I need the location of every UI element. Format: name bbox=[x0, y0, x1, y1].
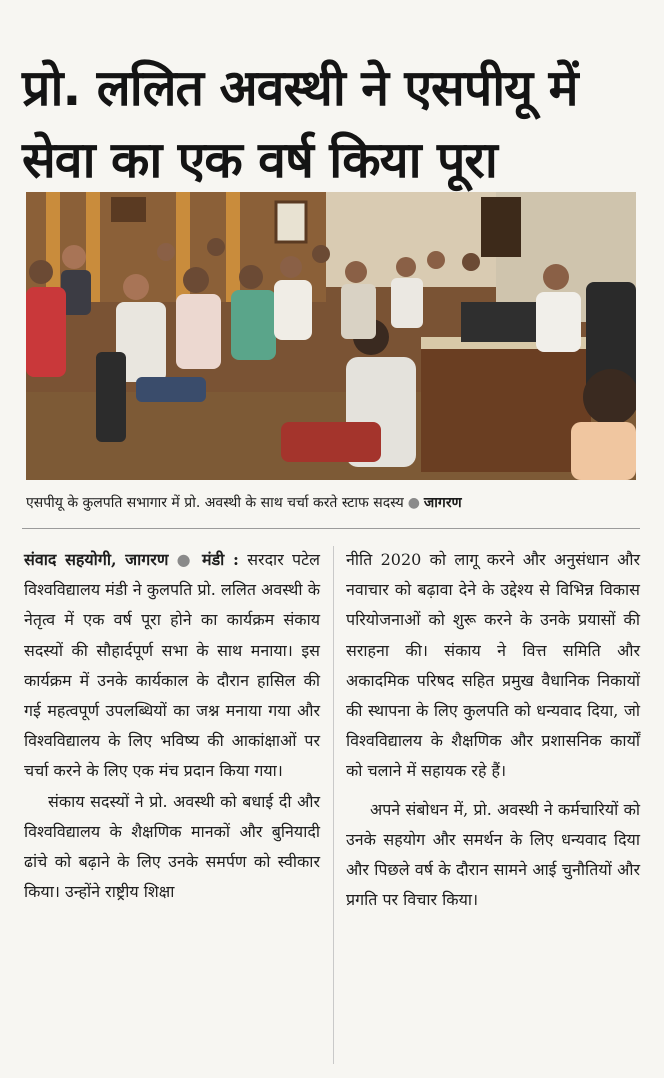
byline: संवाद सहयोगी, जागरण bbox=[24, 550, 169, 569]
article-column-left bbox=[24, 545, 320, 907]
meeting-photo-icon bbox=[26, 192, 636, 480]
meeting-photo bbox=[26, 192, 636, 480]
paragraph-2-continued: नीति 2020 को लागू करने और अनुसंधान और नवाचार को बढ़ावा देने के उद्देश्य से विभिन्न विकास परियोजनाओं को शुरू करने के उनके प्रयासों की सराहना की। संकाय ने वित्त समिति और अकादमिक परिषद सहित प्रमुख वैधानिक निकायों की स्थापना के लिए कुलपति को धन्यवाद दिया, जो विश्वविद्यालय के शैक्षणिक और प्रशासनिक कार्यों को चलाने में सहायक रहे हैं। bbox=[346, 550, 640, 781]
caption-text: एसपीयू के कुलपति सभागार में प्रो. अवस्थी के साथ चर्चा करते स्टाफ सदस्य bbox=[26, 495, 404, 511]
caption-separator: ● bbox=[407, 495, 420, 511]
paragraph-3: अपने संबोधन में, प्रो. अवस्थी ने कर्मचारियों को उनके सहयोग और समर्थन के लिए धन्यवाद दिया और पिछले वर्ष के दौरान सामने आई चुनौतियों और प्रगति पर विचार किया। bbox=[346, 799, 640, 910]
headline: प्रो. ललित अवस्थी ने एसपीयू में सेवा का एक वर्ष किया पूरा bbox=[22, 58, 578, 189]
column-divider bbox=[333, 546, 334, 1064]
dateline: मंडी : bbox=[202, 550, 239, 569]
article-column-right bbox=[346, 545, 640, 915]
caption-rule bbox=[22, 528, 640, 529]
caption-source: जागरण bbox=[423, 495, 462, 511]
paragraph-1 bbox=[24, 545, 320, 787]
paragraph-1-body: सरदार पटेल विश्वविद्यालय मंडी ने कुलपति प्रो. ललित अवस्थी के नेतृत्व में एक वर्ष पूरा होने का कार्यक्रम संकाय सदस्यों की सौहार्दपूर्ण सभा के साथ मनाया। इस कार्यक्रम में उनके कार्यकाल के दौरान हासिल की गई महत्वपूर्ण उपलब्धियों का जश्न मनाया गया और विश्वविद्यालय के लिए भविष्य की आकांक्षाओं पर चर्चा करने के लिए एक मंच प्रदान किया गया। bbox=[24, 550, 320, 781]
paragraph-2-start: संकाय सदस्यों ने प्रो. अवस्थी को बधाई दी और विश्वविद्यालय के शैक्षणिक मानकों और बुनियादी ढांचे को बढ़ाने के लिए उनके समर्पण को स्वीकार किया। उन्होंने राष्ट्रीय शिक्षा bbox=[24, 791, 320, 902]
byline-separator: ● bbox=[176, 550, 194, 569]
photo-caption bbox=[26, 493, 636, 513]
